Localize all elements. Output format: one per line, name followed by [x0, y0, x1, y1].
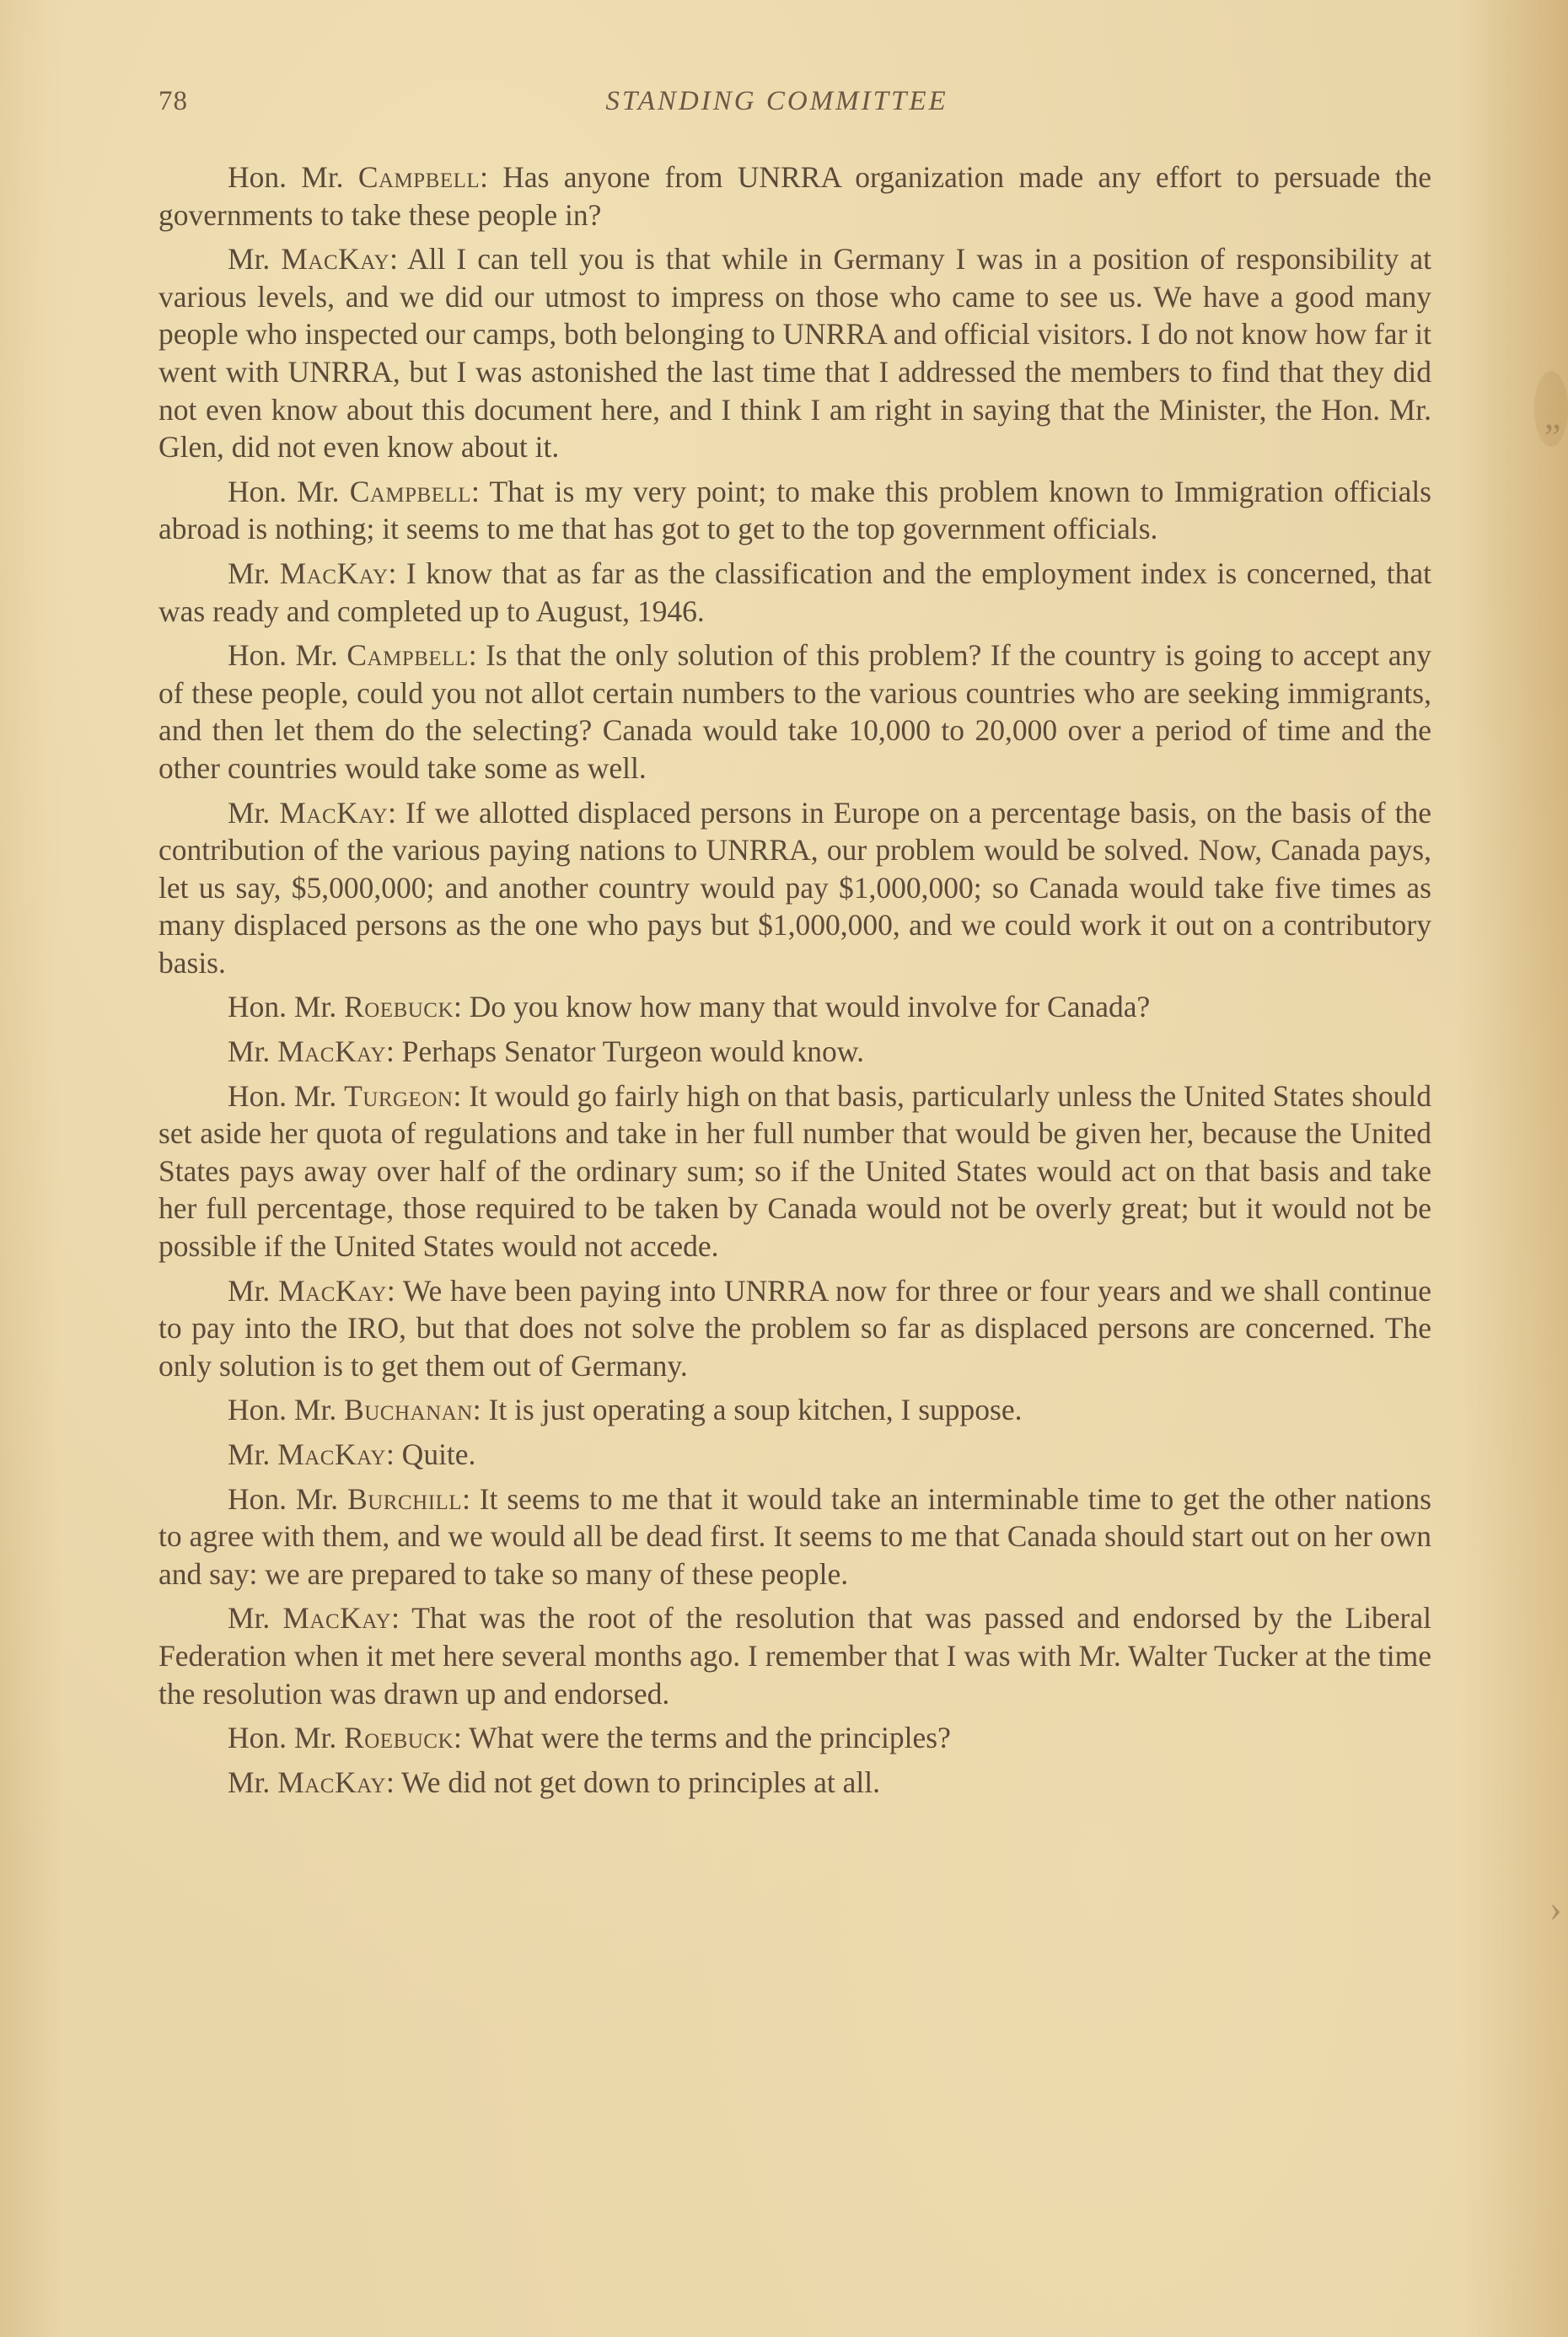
- speaker-title: Hon. Mr.: [228, 638, 338, 673]
- speaker-name: MacKay: [282, 1601, 392, 1636]
- paragraph-text: : Do you know how many that would involve for Canada?: [454, 990, 1151, 1024]
- paragraph: [158, 1391, 1431, 1429]
- speaker-title: Hon. Mr.: [228, 1481, 339, 1516]
- paragraph: [158, 473, 1431, 548]
- speaker-name: MacKay: [281, 242, 390, 277]
- speaker-name: Roebuck: [344, 1721, 454, 1755]
- paragraph: [158, 794, 1431, 982]
- speaker-name: MacKay: [277, 1437, 386, 1471]
- speaker-title: Mr.: [228, 795, 271, 830]
- speaker-title: Hon. Mr.: [228, 990, 337, 1024]
- margin-mark: „: [1544, 395, 1561, 437]
- speaker-title: Hon. Mr.: [228, 1393, 337, 1427]
- paragraph-text: : I know that as far as the classification and the employment index is concerned, that was ready and completed up to August, 1946.: [158, 556, 1432, 628]
- speaker-title: Mr.: [228, 1034, 271, 1069]
- speaker-name: Campbell: [349, 474, 472, 508]
- paragraph: [158, 1272, 1431, 1385]
- speaker-name: MacKay: [279, 795, 389, 830]
- speaker-title: Hon. Mr.: [228, 160, 344, 194]
- paragraph: [158, 240, 1431, 466]
- paragraph-text: : That is my very point; to make this problem known to Immigration officials abroad is nothing; it seems to me that has got to get to the top government officials.: [158, 474, 1431, 546]
- speaker-title: Mr.: [228, 1765, 271, 1799]
- running-head: [0, 86, 1554, 128]
- speaker-title: Hon. Mr.: [228, 1721, 337, 1755]
- paragraph: [158, 1719, 1431, 1757]
- paragraph-text: : It is just operating a soup kitchen, I suppose.: [472, 1393, 1023, 1427]
- speaker-title: Hon. Mr.: [228, 474, 340, 508]
- margin-mark: ›: [1549, 1888, 1562, 1929]
- paragraph: [158, 555, 1431, 630]
- speaker-name: MacKay: [277, 1765, 386, 1799]
- speaker-name: Turgeon: [344, 1078, 454, 1113]
- paragraph: [158, 1764, 1431, 1802]
- paragraph: [158, 158, 1431, 234]
- paragraph-text: : We have been paying into UNRRA now for three or four years and we shall continue to pay into the IRO, but that does not solve the problem so far as displaced persons are concerned. The only solution is to get them out of Germany.: [158, 1273, 1432, 1383]
- paragraph-text: : Has anyone from UNRRA organization made any effort to persuade the governments to take these people in?: [158, 160, 1431, 232]
- speaker-title: Hon. Mr.: [228, 1078, 337, 1113]
- speaker-title: Mr.: [228, 1273, 271, 1308]
- paragraph-text: : It would go fairly high on that basis, particularly unless the United States should set aside her quota of regulations and take in her full number that would be given her, because the United States pays away over half of the ordinary sum; so if the United States would act on that basis and take her full percentage, those required to be taken by Canada would not be overly great; but it would not be possible if the United States would not accede.: [158, 1078, 1431, 1264]
- paragraph: [158, 1077, 1431, 1265]
- paragraph: [158, 1436, 1431, 1474]
- transcript-body: [158, 158, 1431, 1808]
- speaker-name: MacKay: [279, 556, 389, 590]
- paragraph-text: : Is that the only solution of this problem? If the country is going to accept any of these people, could you not allot certain numbers to the various countries who are seeking immigrants, and then let them do the selecting? Canada would take 10,000 to 20,000 over a period of time and the other countries would take some as well.: [158, 638, 1431, 785]
- speaker-name: MacKay: [277, 1034, 386, 1069]
- speaker-name: Burchill: [347, 1481, 463, 1516]
- speaker-name: MacKay: [278, 1273, 387, 1308]
- paragraph-text: : That was the root of the resolution that was passed and endorsed by the Liberal Federation when it met here several months ago. I remember that I was with Mr. Walter Tucker at the time the resolution was drawn up and endorsed.: [158, 1601, 1432, 1711]
- paragraph-text: : Quite.: [385, 1437, 476, 1471]
- speaker-title: Mr.: [228, 1437, 271, 1471]
- paragraph: [158, 1599, 1431, 1712]
- paragraph-text: : All I can tell you is that while in Germany I was in a position of responsibility at various levels, and we did our utmost to impress on those who came to see us. We have a good many people who inspected our camps, both belonging to UNRRA and official visitors. I do not know how far it went with UNRRA, but I was astonished the last time that I addressed the members to find that they did not even know about this document here, and I think I am right in saying that the Minister, the Hon. Mr. Glen, did not even know about it.: [158, 242, 1431, 465]
- paragraph: [158, 1480, 1431, 1593]
- paragraph-text: : What were the terms and the principles?: [454, 1721, 951, 1755]
- speaker-name: Roebuck: [344, 990, 454, 1024]
- speaker-name: Campbell: [357, 160, 481, 194]
- paragraph: [158, 637, 1431, 787]
- paragraph: [158, 988, 1431, 1026]
- paragraph: [158, 1033, 1431, 1071]
- page-number: 78: [158, 86, 188, 116]
- speaker-title: Mr.: [228, 1601, 271, 1636]
- paragraph-text: : It seems to me that it would take an interminable time to get the other nations to agree with them, and we would all be dead first. It seems to me that Canada should start out on her own and say: we are prepared to take so many of these people.: [158, 1481, 1431, 1591]
- paragraph-text: : If we allotted displaced persons in Europe on a percentage basis, on the basis of the contribution of the various paying nations to UNRRA, our problem would be solved. Now, Canada pays, let us say, $5,000,000; and another country would pay $1,000,000; so Canada would take five times as many displaced persons as the one who pays but $1,000,000, and we could work it out on a contributory basis.: [158, 795, 1431, 980]
- running-title: STANDING COMMITTEE: [605, 86, 948, 116]
- speaker-title: Mr.: [228, 556, 271, 590]
- speaker-name: Campbell: [346, 638, 469, 673]
- paragraph-text: : Perhaps Senator Turgeon would know.: [385, 1034, 864, 1069]
- speaker-title: Mr.: [228, 242, 271, 277]
- speaker-name: Buchanan: [344, 1393, 473, 1427]
- paragraph-text: : We did not get down to principles at all.: [385, 1765, 881, 1799]
